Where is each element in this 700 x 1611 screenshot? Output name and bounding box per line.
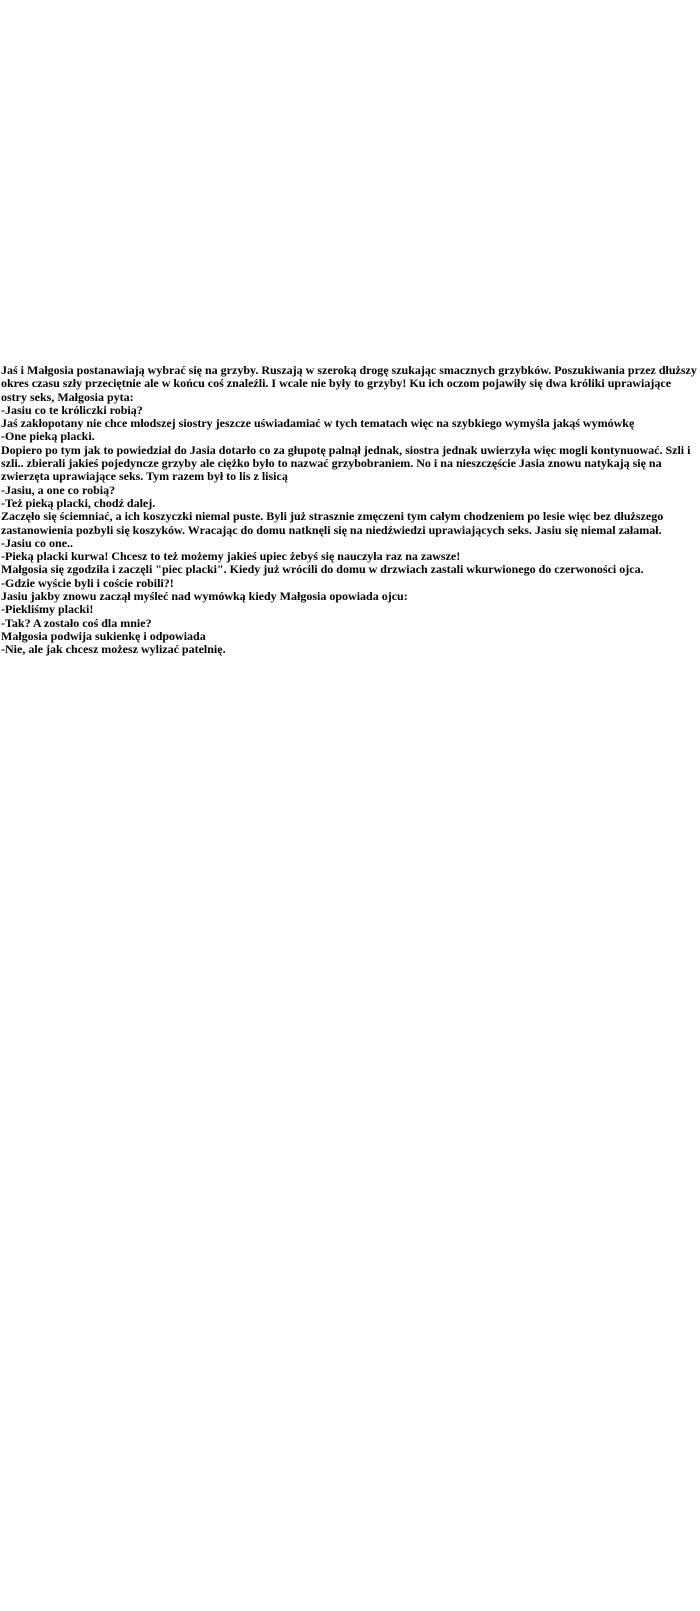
- story-line: -One pieką placki.: [1, 429, 95, 444]
- story-line: Jaś i Małgosia postanawiają wybrać się na grzyby. Ruszają w szeroką drogę szukając smacznych grzybków. Poszukiwania przez dłuższy okres czasu szły przeciętnie ale w końcu coś znaleźli. I wcale nie były to grzyby! Ku ich oczom pojawiły się dwa króliki uprawiające ostry seks, Małgosia pyta:: [1, 363, 700, 404]
- story-line: -Jasiu, a one co robią?: [1, 482, 116, 497]
- joke-text-block: [1, 364, 698, 657]
- story-line: -Nie, ale jak chcesz możesz wylizać patelnię.: [1, 642, 226, 657]
- story-line: -Też pieką placki, chodź dalej.: [1, 495, 156, 510]
- story-line: -Jasiu co one..: [1, 535, 73, 550]
- story-line: -Piekliśmy placki!: [1, 602, 94, 617]
- story-line: Jaś zakłopotany nie chce młodszej siostry jeszcze uświadamiać w tych tematach więc na szybkiego wymyśla jakąś wymówkę: [1, 416, 635, 431]
- story-line: Małgosia podwija sukienkę i odpowiada: [1, 628, 206, 643]
- story-line: Zaczęło się ściemniać, a ich koszyczki niemal puste. Byli już strasznie zmęczeni tym całym chodzeniem po lesie więc bez dłuższego zastanowienia pozbyli się koszyków. Wracając do domu natknęli się na niedźwiedzi uprawiających seks. Jasiu się niemal załamał.: [1, 509, 667, 537]
- story-line: -Pieką placki kurwa! Chcesz to też możemy jakieś upiec żebyś się nauczyła raz na zawsze!: [1, 549, 461, 564]
- story-line: Jasiu jakby znowu zaczął myśleć nad wymówką kiedy Małgosia opowiada ojcu:: [1, 589, 408, 604]
- story-line: Małgosia się zgodziła i zaczęli "piec placki". Kiedy już wrócili do domu w drzwiach zastali wkurwionego do czerwoności ojca.: [1, 562, 644, 577]
- story-line: -Tak? A zostało coś dla mnie?: [1, 615, 152, 630]
- story-line: -Jasiu co te króliczki robią?: [1, 402, 143, 417]
- story-line: -Gdzie wyście byli i coście robili?!: [1, 575, 174, 590]
- story-line: Dopiero po tym jak to powiedział do Jasia dotarło co za głupotę palnął jednak, siostra jednak uwierzyła więc mogli kontynuować. Szli i szli.. zbierali jakieś pojedyncze grzyby ale ciężko było to nazwać grzybobraniem. No i na nieszczęście Jasia znowu natykają się na zwierzęta uprawiające seks. Tym razem był to lis z lisicą: [1, 442, 694, 484]
